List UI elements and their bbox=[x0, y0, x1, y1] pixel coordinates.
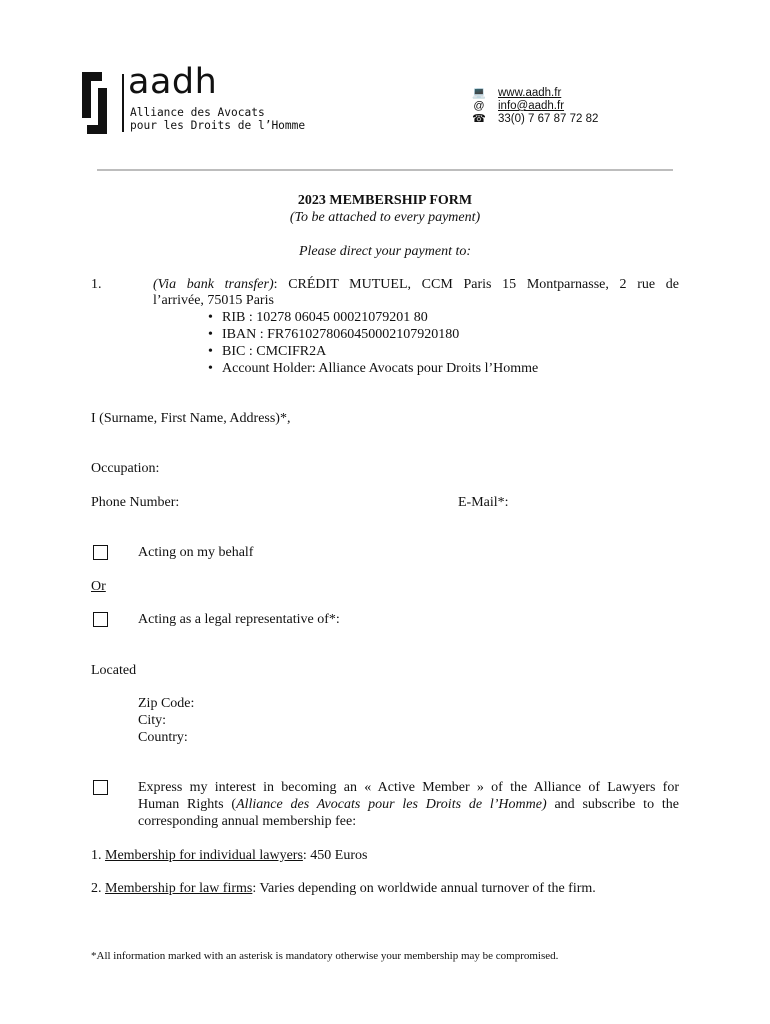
interest-line-3: corresponding annual membership fee: bbox=[138, 814, 357, 829]
acting-on-behalf-label: Acting on my behalf bbox=[138, 545, 254, 560]
fee-individual: 1. Membership for individual lawyers: 450 Euros bbox=[91, 848, 368, 863]
bank-name-address: : CRÉDIT MUTUEL, CCM Paris 15 Montparnasse, 2 rue de bbox=[273, 277, 680, 292]
phone-icon: ☎ bbox=[472, 113, 486, 125]
email-link[interactable]: info@aadh.fr bbox=[498, 100, 565, 112]
list-item: • IBAN : FR7610278060450002107920180 bbox=[208, 327, 460, 342]
aadh-logo bbox=[82, 62, 322, 136]
interest-line-2: Human Rights (Alliance des Avocats pour les Droits de l’Homme) and subscribe to the bbox=[138, 797, 679, 812]
mandatory-footnote: *All information marked with an asterisk is mandatory otherwise your membership may be compromised. bbox=[91, 950, 559, 962]
fee-individual-label: Membership for individual lawyers bbox=[105, 848, 303, 863]
contact-phone bbox=[468, 113, 598, 126]
list-item: • Account Holder: Alliance Avocats pour Droits l’Homme bbox=[208, 361, 539, 376]
logo-bracket-mark bbox=[82, 72, 118, 134]
account-holder-detail: Account Holder: Alliance Avocats pour Droits l’Homme bbox=[222, 361, 539, 376]
city-label: City: bbox=[138, 713, 167, 728]
contact-block bbox=[468, 87, 598, 126]
active-member-checkbox[interactable] bbox=[93, 780, 108, 795]
fee-law-firm-label: Membership for law firms bbox=[105, 881, 253, 896]
header-divider bbox=[97, 169, 673, 171]
list-item: • BIC : CMCIFR2A bbox=[208, 344, 327, 359]
occupation-label: Occupation: bbox=[91, 461, 160, 476]
form-subtitle: (To be attached to every payment) bbox=[289, 210, 481, 225]
legal-representative-label: Acting as a legal representative of*: bbox=[138, 612, 340, 627]
located-label: Located bbox=[91, 663, 137, 678]
logo-tagline-line2: pour les Droits de l’Homme bbox=[130, 119, 306, 132]
logo-divider bbox=[122, 74, 124, 132]
contact-email[interactable] bbox=[468, 100, 598, 113]
computer-icon: 💻 bbox=[472, 87, 486, 99]
list-item: • RIB : 10278 06045 00021079201 80 bbox=[208, 310, 428, 325]
fee-individual-value: : 450 Euros bbox=[302, 848, 368, 863]
email-label: E-Mail*: bbox=[458, 495, 509, 510]
fee-law-firm: 2. Membership for law firms: Varies depending on worldwide annual turnover of the firm. bbox=[91, 881, 596, 896]
bank-line-1 bbox=[153, 276, 679, 293]
identity-label: I (Surname, First Name, Address)*, bbox=[91, 411, 291, 426]
fee-law-firm-value: : Varies depending on worldwide annual turnover of the firm. bbox=[252, 881, 596, 896]
iban-detail: IBAN : FR7610278060450002107920180 bbox=[222, 327, 460, 342]
country-label: Country: bbox=[138, 730, 188, 745]
or-separator: Or bbox=[91, 579, 106, 594]
zip-code-label: Zip Code: bbox=[138, 696, 195, 711]
payment-mode: (Via bank transfer) bbox=[153, 277, 274, 292]
phone-label: Phone Number: bbox=[91, 495, 180, 510]
form-title: 2023 MEMBERSHIP FORM bbox=[297, 193, 473, 208]
payment-intro: Please direct your payment to: bbox=[298, 244, 472, 259]
website-link[interactable]: www.aadh.fr bbox=[498, 87, 562, 99]
legal-representative-checkbox[interactable] bbox=[93, 612, 108, 627]
contact-website[interactable] bbox=[468, 87, 598, 100]
phone-number: 33(0) 7 67 87 72 82 bbox=[498, 113, 599, 125]
acting-on-behalf-checkbox[interactable] bbox=[93, 545, 108, 560]
logo-name: aadh bbox=[128, 62, 218, 102]
at-icon: @ bbox=[473, 100, 485, 112]
logo-tagline bbox=[130, 106, 305, 132]
association-name-french: Alliance des Avocats pour les Droits de l’Homme) bbox=[236, 797, 547, 812]
bic-detail: BIC : CMCIFR2A bbox=[222, 344, 327, 359]
interest-line-1: Express my interest in becoming an « Active Member » of the Alliance of Lawyers for bbox=[138, 780, 679, 795]
bank-line-2: l’arrivée, 75015 Paris bbox=[153, 293, 274, 308]
bank-details-list bbox=[208, 309, 538, 377]
item-number: 1. bbox=[91, 277, 102, 292]
logo-tagline-line1: Alliance des Avocats bbox=[130, 106, 265, 119]
rib-detail: RIB : 10278 06045 00021079201 80 bbox=[222, 310, 428, 325]
